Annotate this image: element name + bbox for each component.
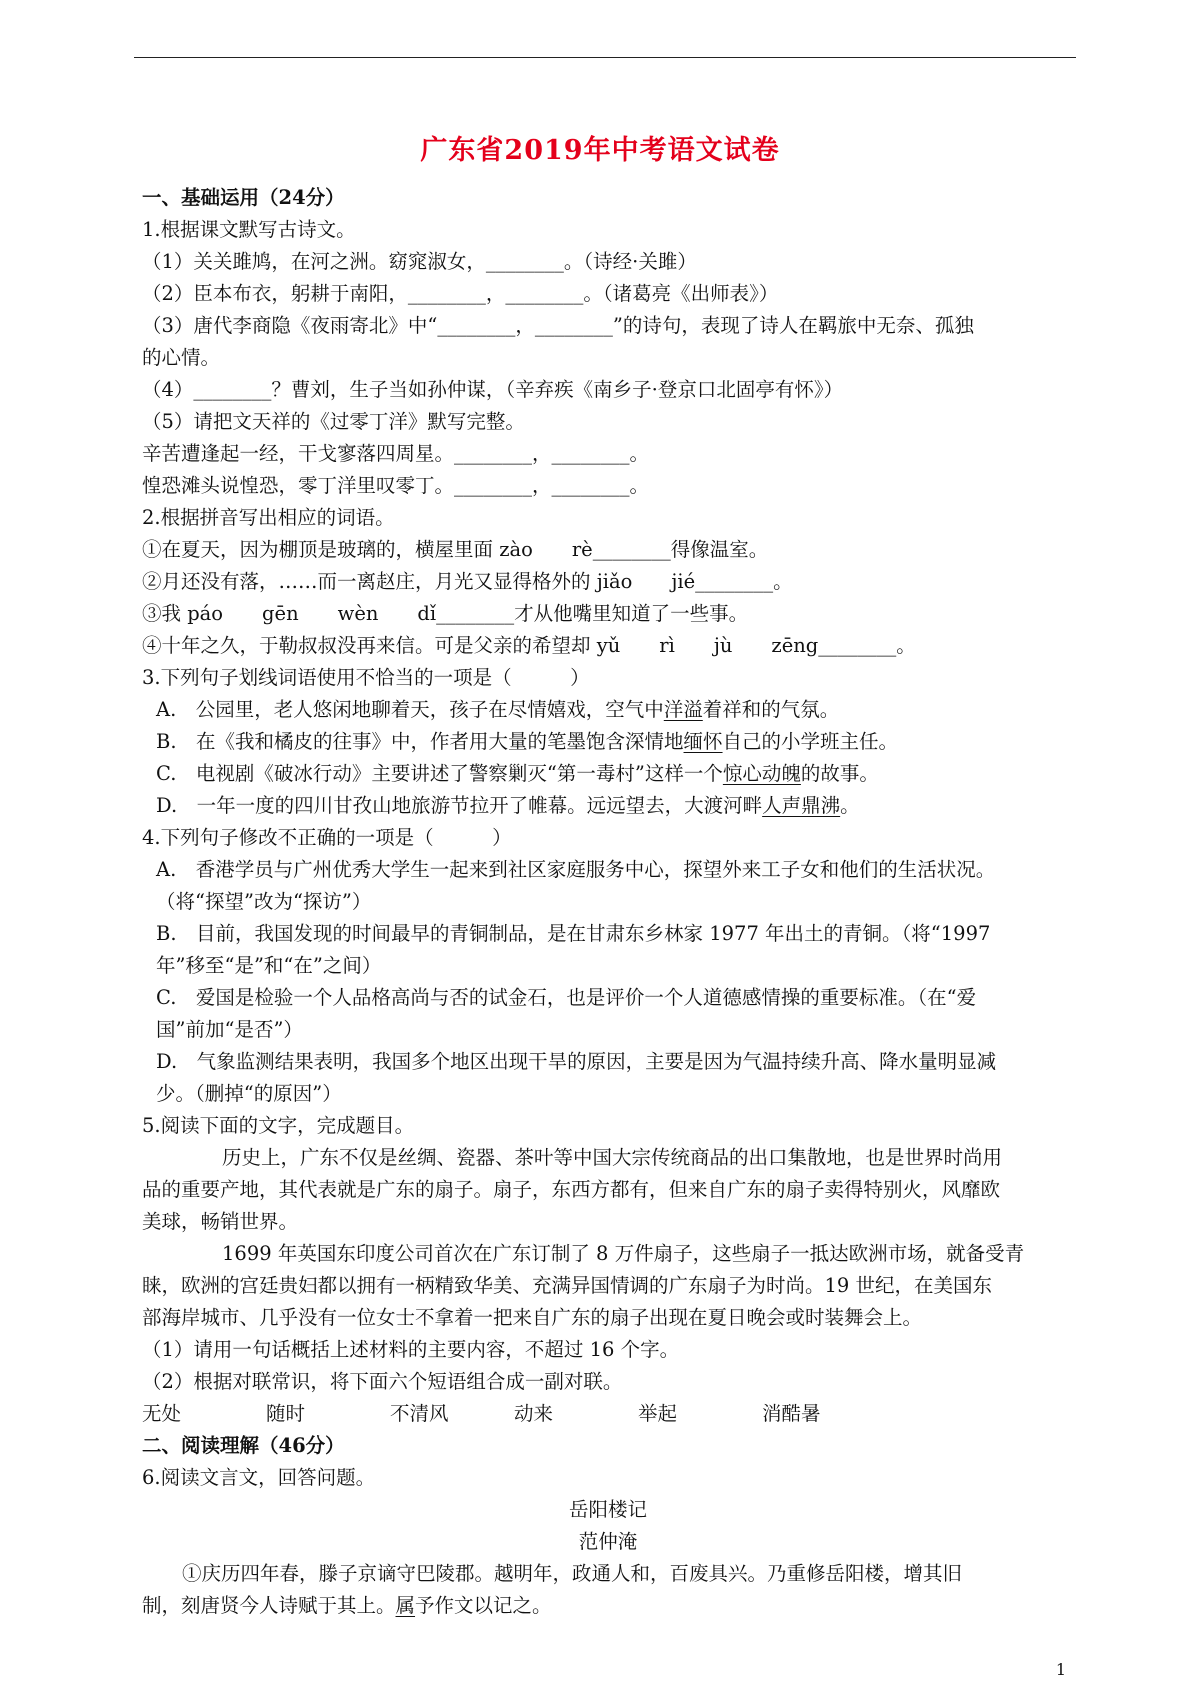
q4-stem: 4.下列句子修改不正确的一项是（ ） xyxy=(142,826,512,849)
q3-option-a-text: A. 公园里，老人悠闲地聊着天，孩子在尽情嬉戏，空气中 xyxy=(156,698,664,721)
q3-option-d xyxy=(142,790,1074,822)
q3-option-a xyxy=(142,694,1074,726)
section-1-header: 一、基础运用（24分） xyxy=(142,186,345,209)
phrase-item: 随时 xyxy=(266,1402,306,1425)
q5-para1-line2: 品的重要产地，其代表就是广东的扇子。扇子，东西方都有，但来自广东的扇子卖得特别火，风靡欧 xyxy=(142,1178,1001,1201)
q3-option-c-text: C. 电视剧《破冰行动》主要讲述了警察剿灭“第一毒村”这样一个 xyxy=(156,762,723,785)
section-2-header: 二、阅读理解（46分） xyxy=(142,1434,345,1457)
q3-option-b-text: B. 在《我和橘皮的往事》中，作者用大量的笔墨饱含深情地 xyxy=(156,730,684,753)
q5-subq1: （1）请用一句话概括上述材料的主要内容，不超过 16 个字。 xyxy=(142,1338,680,1361)
essay-underlined-word: 属 xyxy=(395,1594,416,1617)
q4-option-c-line1: C. 爱国是检验一个人品格高尚与否的试金石，也是评价一个人道德感情操的重要标准。（在“爱 xyxy=(156,986,977,1009)
q1-part5-line-a: 辛苦遭逢起一经，干戈寥落四周星。________，________。 xyxy=(142,442,650,465)
essay-title: 岳阳楼记 xyxy=(568,1498,647,1521)
q4-option-a-line2: （将“探望”改为“探访”） xyxy=(156,890,372,913)
q2-stem: 2.根据拼音写出相应的词语。 xyxy=(142,506,395,529)
phrase-item: 不清风 xyxy=(390,1402,449,1425)
page-number: 1 xyxy=(1055,1660,1066,1679)
q5-para1-line3: 美球，畅销世界。 xyxy=(142,1210,299,1233)
q5-para2-line2: 睐，欧洲的宫廷贵妇都以拥有一柄精致华美、充满异国情调的广东扇子为时尚。19 世纪，在美国东 xyxy=(142,1274,993,1297)
q1-part5: （5）请把文天祥的《过零丁洋》默写完整。 xyxy=(142,410,525,433)
q1-part4: （4）________？曹刘，生子当如孙仲谋，（辛弃疾《南乡子·登京口北固亭有怀》） xyxy=(142,378,844,401)
header-rule xyxy=(134,57,1076,58)
q1-part5-line-b: 惶恐滩头说惶恐，零丁洋里叹零丁。________，________。 xyxy=(142,474,650,497)
q4-option-b-line1: B. 目前，我国发现的时间最早的青铜制品，是在甘肃东乡林家 1977 年出土的青铜。（将“1997 xyxy=(156,922,991,945)
essay-para1-line2 xyxy=(142,1590,1074,1622)
q1-part2: （2）臣本布衣，躬耕于南阳，________，________。（诸葛亮《出师表》） xyxy=(142,282,779,305)
phrase-item: 无处 xyxy=(142,1402,182,1425)
q6-stem: 6.阅读文言文，回答问题。 xyxy=(142,1466,376,1489)
q3-option-b xyxy=(142,726,1074,758)
phrase-item: 动来 xyxy=(514,1402,554,1425)
q3-option-b-underlined: 缅怀 xyxy=(683,730,723,753)
q3-option-a-text-end: 着祥和的气氛。 xyxy=(702,698,840,721)
q1-stem: 1.根据课文默写古诗文。 xyxy=(142,218,356,241)
q3-option-d-text: D. 一年一度的四川甘孜山地旅游节拉开了帷幕。远远望去，大渡河畔 xyxy=(156,794,763,817)
q3-option-d-underlined: 人声鼎沸 xyxy=(762,794,841,817)
q4-option-b-line2: 年”移至“是”和“在”之间） xyxy=(156,954,382,977)
document-title: 广东省2019年中考语文试卷 xyxy=(420,135,780,166)
q5-subq2: （2）根据对联常识，将下面六个短语组合成一副对联。 xyxy=(142,1370,623,1393)
essay-para1-line1: ①庆历四年春，滕子京谪守巴陵郡。越明年，政通人和，百废具兴。乃重修岳阳楼，增其旧 xyxy=(182,1562,963,1585)
q5-para2-line1: 1699 年英国东印度公司首次在广东订制了 8 万件扇子，这些扇子一抵达欧洲市场，就备受青 xyxy=(222,1242,1025,1265)
document-body xyxy=(142,182,1074,1622)
q5-para1-line1: 历史上，广东不仅是丝绸、瓷器、茶叶等中国大宗传统商品的出口集散地，也是世界时尚用 xyxy=(222,1146,1003,1169)
q1-part3-line1: （3）唐代李商隐《夜雨寄北》中“________，________”的诗句，表现了诗人在羁旅中无奈、孤独 xyxy=(142,314,974,337)
q5-stem: 5.阅读下面的文字，完成题目。 xyxy=(142,1114,415,1137)
essay-author: 范仲淹 xyxy=(578,1530,638,1553)
q1-part3-line2: 的心情。 xyxy=(142,346,221,369)
q5-phrase-list xyxy=(142,1398,1074,1430)
q3-option-a-underlined: 洋溢 xyxy=(663,698,703,721)
q5-para2-line3: 部海岸城市、几乎没有一位女士不拿着一把来自广东的扇子出现在夏日晚会或时装舞会上。 xyxy=(142,1306,923,1329)
q2-item-b: ②月还没有落，……而一离赵庄，月光又显得格外的 jiǎo jié________。 xyxy=(142,570,793,593)
q1-part1: （1）关关雎鸠，在河之洲。窈窕淑女，________。（诗经·关雎） xyxy=(142,250,697,273)
phrase-item: 举起 xyxy=(638,1402,678,1425)
phrase-item: 消酷暑 xyxy=(762,1402,821,1425)
essay-text-end: 予作文以记之。 xyxy=(415,1594,552,1617)
q3-option-c-underlined: 惊心动魄 xyxy=(722,762,801,785)
q3-stem: 3.下列句子划线词语使用不恰当的一项是（ ） xyxy=(142,666,590,689)
q2-item-a: ①在夏天，因为棚顶是玻璃的，横屋里面 zào rè________得像温室。 xyxy=(142,538,769,561)
q4-option-d-line1: D. 气象监测结果表明，我国多个地区出现干旱的原因，主要是因为气温持续升高、降水量明显减 xyxy=(156,1050,997,1073)
q3-option-c-text-end: 的故事。 xyxy=(800,762,879,785)
essay-text: 制，刻唐贤今人诗赋于其上。 xyxy=(142,1594,396,1617)
q3-option-b-text-end: 自己的小学班主任。 xyxy=(722,730,899,753)
q2-item-c: ③我 páo gēn wèn dǐ________才从他嘴里知道了一些事。 xyxy=(142,602,749,625)
q4-option-c-line2: 国”前加“是否”） xyxy=(156,1018,303,1041)
q3-option-c xyxy=(142,758,1074,790)
q4-option-a-line1: A. 香港学员与广州优秀大学生一起来到社区家庭服务中心，探望外来工子女和他们的生活状况。 xyxy=(156,858,996,881)
q2-item-d: ④十年之久，于勒叔叔没再来信。可是父亲的希望却 yǔ rì jù zēng________。 xyxy=(142,634,916,657)
q3-option-d-text-end: 。 xyxy=(840,794,860,817)
q4-option-d-line2: 少。（删掉“的原因”） xyxy=(156,1082,342,1105)
